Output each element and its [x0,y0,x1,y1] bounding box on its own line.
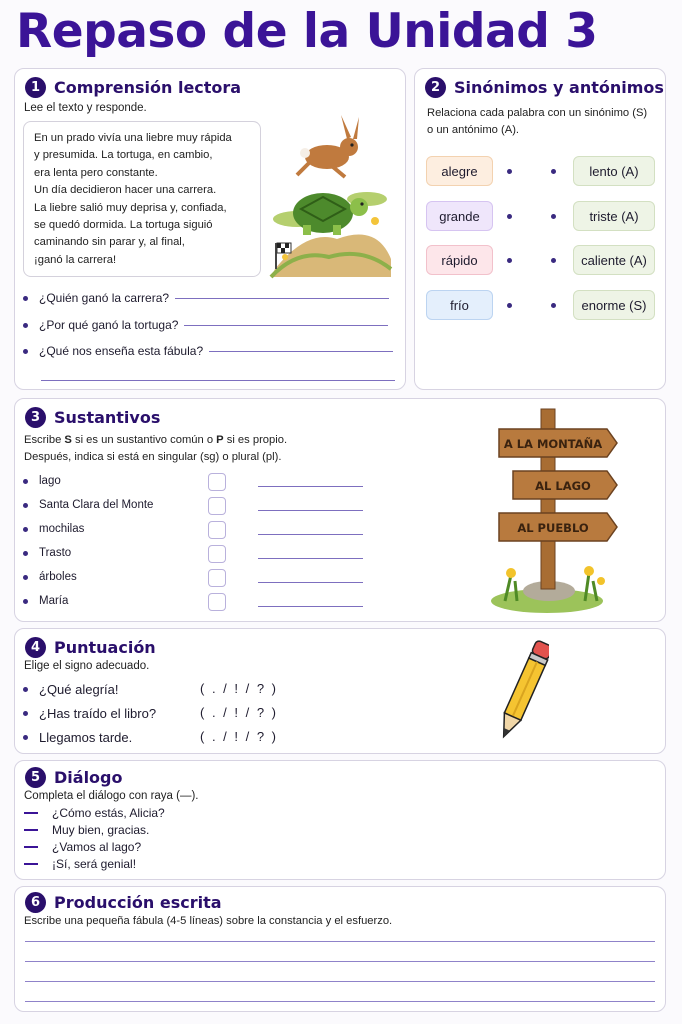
section-title: Diálogo [54,768,123,787]
section-number: 4 [25,637,46,658]
noun-text: lago [39,475,61,487]
punctuation-text: ¿Qué alegría! [39,682,119,697]
section-reading-comprehension [14,68,406,390]
bullet-icon [23,551,28,556]
story-line: Un día decidieron hacer una carrera. [34,184,217,197]
dialogue-line [24,857,136,871]
story-line: se quedó dormida. La tortuga siguió [34,219,213,232]
answer-line[interactable] [258,606,363,607]
section-instruction: Completa el diálogo con raya (—). [24,790,199,802]
answer-line[interactable] [184,325,388,326]
dialogue-text: ¿Vamos al lago? [52,840,142,854]
answer-line[interactable] [258,486,363,487]
bullet-icon [23,323,28,328]
section-number: 3 [25,407,46,428]
instruction-line: Relaciona cada palabra con un sinónimo (S) [427,107,648,119]
question-text: ¿Quién ganó la carrera? [39,291,170,305]
section-title: Sustantivos [54,408,161,427]
punctuation-options[interactable]: ( . / ! / ? ) [200,729,279,744]
story-line: La liebre salió muy deprisa y, confiada, [34,201,227,214]
match-dot[interactable] [551,258,556,263]
punctuation-text: ¿Has traído el libro? [39,706,157,721]
instruction-bold: S [64,434,72,446]
match-dot[interactable] [507,303,512,308]
section-instruction [24,432,287,466]
bullet-icon [23,503,28,508]
bullet-icon [23,479,28,484]
writing-line[interactable] [25,1001,655,1002]
section-instruction: Escribe una pequeña fábula (4-5 líneas) sobre la constancia y el esfuerzo. [24,915,393,927]
bullet-icon [23,296,28,301]
signpost-illustration [485,405,625,617]
instruction-text: si es propio. [223,434,288,446]
section-instruction [427,105,647,139]
dialogue-text: ¡Sí, será genial! [52,857,137,871]
writing-line[interactable] [25,981,655,982]
match-option[interactable]: lento (A) [573,156,655,186]
page-title: Repaso de la Unidad 3 [16,4,598,59]
match-dot[interactable] [551,214,556,219]
bullet-icon [23,349,28,354]
section-punctuation [14,628,666,754]
sign-text: AL LAGO [535,479,591,493]
question-item [23,318,388,332]
answer-box[interactable] [208,497,226,515]
match-dot[interactable] [507,258,512,263]
question-item [23,344,393,358]
word-alegre[interactable]: alegre [426,156,493,186]
bullet-icon [23,575,28,580]
word-grande[interactable]: grande [426,201,493,231]
instruction-line [24,432,287,449]
story-line: ¡ganó la carrera! [34,253,117,266]
match-option[interactable]: triste (A) [573,201,655,231]
match-dot[interactable] [551,169,556,174]
hare-tortoise-illustration [267,109,393,279]
answer-line[interactable] [258,534,363,535]
bullet-icon [23,599,28,604]
dialogue-text: ¿Cómo estás, Alicia? [52,806,165,820]
match-dot[interactable] [507,169,512,174]
question-item [23,291,389,305]
noun-text: árboles [39,571,77,583]
story-line: En un prado vivía una liebre muy rápida [34,132,232,144]
section-title: Producción escrita [54,893,222,912]
match-option[interactable]: caliente (A) [573,245,655,275]
section-title: Sinónimos y antónimos [454,78,664,97]
answer-line[interactable] [258,558,363,559]
instruction-line: o un antónimo (A). [427,124,520,136]
story-box [23,121,261,277]
answer-line[interactable] [258,510,363,511]
punctuation-item [23,730,132,745]
answer-line[interactable] [258,582,363,583]
punctuation-item [23,706,156,721]
word-frio[interactable]: frío [426,290,493,320]
section-number: 1 [25,77,46,98]
writing-line[interactable] [25,961,655,962]
noun-item [23,571,77,583]
answer-box[interactable] [208,521,226,539]
noun-item [23,595,68,607]
dialogue-line [24,806,165,820]
punctuation-options[interactable]: ( . / ! / ? ) [200,705,279,720]
story-line: y presumida. La tortuga, en cambio, [34,149,213,162]
pencil-icon [499,637,549,745]
punctuation-text: Llegamos tarde. [39,730,133,745]
dash-icon [24,863,38,865]
section-title: Puntuación [54,638,156,657]
match-dot[interactable] [507,214,512,219]
answer-box[interactable] [208,545,226,563]
noun-item [23,499,153,511]
match-option[interactable]: enorme (S) [573,290,655,320]
instruction-text: si es un sustantivo común o [71,434,217,446]
answer-box[interactable] [208,473,226,491]
noun-text: Santa Clara del Monte [39,499,154,511]
noun-item [23,475,61,487]
section-instruction: Elige el signo adecuado. [24,660,150,672]
bullet-icon [23,735,28,740]
question-text: ¿Por qué ganó la tortuga? [39,318,179,332]
sign-text: AL PUEBLO [517,521,589,535]
section-number: 6 [25,892,46,913]
section-title: Comprensión lectora [54,78,242,97]
answer-line[interactable] [41,380,395,381]
dialogue-line [24,823,149,837]
word-rapido[interactable]: rápido [426,245,493,275]
punctuation-options[interactable]: ( . / ! / ? ) [200,681,279,696]
dash-icon [24,812,38,814]
noun-text: mochilas [39,523,85,535]
section-number: 2 [425,77,446,98]
dash-icon [24,829,38,831]
story-line: era lenta pero constante. [34,166,158,179]
answer-line[interactable] [209,351,393,352]
answer-box[interactable] [208,569,226,587]
section-instruction: Lee el texto y responde. [24,102,147,114]
instruction-line: Después, indica si está en singular (sg) o plural (pl). [24,451,282,463]
noun-text: Trasto [39,547,72,559]
writing-line[interactable] [25,941,655,942]
noun-item [23,547,71,559]
sign-text: A LA MONTAÑA [503,437,603,451]
section-dialogue [14,760,666,880]
section-synonyms-antonyms [414,68,666,390]
section-writing [14,886,666,1012]
noun-item [23,523,84,535]
instruction-text: Escribe [24,434,65,446]
bullet-icon [23,527,28,532]
punctuation-item [23,682,119,697]
question-text: ¿Qué nos enseña esta fábula? [39,344,204,358]
bullet-icon [23,687,28,692]
instruction-bold: P [216,434,224,446]
noun-text: María [39,595,69,607]
section-number: 5 [25,767,46,788]
bullet-icon [23,711,28,716]
dialogue-text: Muy bien, gracias. [52,823,150,837]
answer-line[interactable] [175,298,389,299]
section-nouns [14,398,666,622]
dialogue-line [24,840,141,854]
story-line: caminando sin parar y, al final, [34,236,185,249]
answer-box[interactable] [208,593,226,611]
match-dot[interactable] [551,303,556,308]
dash-icon [24,846,38,848]
